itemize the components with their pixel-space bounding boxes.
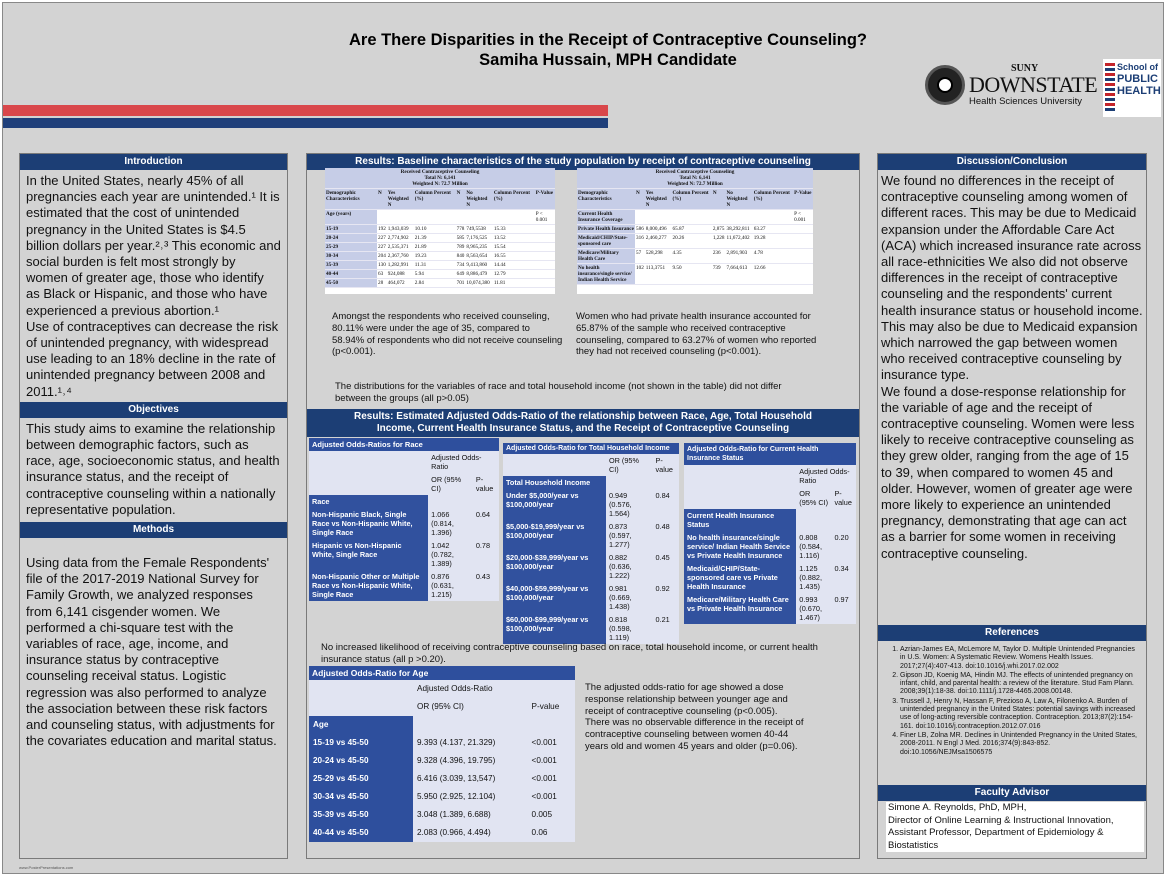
baseline-insurance-table-wrap <box>577 168 813 294</box>
baseline-age-row-cell: 30-34 <box>325 252 377 261</box>
income-or-row-cell: 0.92 <box>653 582 680 613</box>
baseline-age-row-cell: 15-19 <box>325 225 377 234</box>
col-n-yes: N <box>377 189 387 210</box>
references-list <box>878 646 1146 758</box>
baseline-age-row-cell: 21.39 <box>414 234 456 243</box>
income-or-row-cell: Under $5,000/year vs $100,000/year <box>503 489 606 520</box>
income-or-row <box>503 582 679 613</box>
race-label: Race <box>309 495 428 508</box>
empty-cell <box>793 234 813 249</box>
insurance-group-label: Current Health Insurance Coverage <box>577 210 635 225</box>
baseline-age-row-cell: 227 <box>378 235 386 241</box>
insurance-or-row-cell: 0.34 <box>831 562 856 593</box>
baseline-insurance-row <box>577 234 813 249</box>
baseline-age-row-cell: 2.84 <box>414 279 456 288</box>
empty-cell <box>535 243 555 252</box>
references-heading: References <box>878 625 1146 641</box>
baseline-insurance-row <box>577 264 813 285</box>
poster <box>2 2 1164 874</box>
baseline-insurance-row-cell: 1,228 <box>712 234 726 249</box>
race-or-row <box>309 508 499 539</box>
baseline-age-row <box>325 270 555 279</box>
income-or-row-cell: $20,000-$39,999/year vs $100,000/year <box>503 551 606 582</box>
insurance-aor-label: Adjusted Odds-Ratio <box>796 465 856 487</box>
age-or-note-2: There was no observable difference in the receipt of contraceptive counseling between women 40-44 years old and women 45 years and older (p=0.06). <box>585 717 804 752</box>
age-or-row-cell: 40-44 vs 45-50 <box>309 824 413 842</box>
age-or-row-cell: 2.083 (0.966, 4.494) <box>413 824 528 842</box>
discussion-text <box>878 170 1146 562</box>
baseline-caption-3: Weighted N: 72.7 Million <box>412 181 468 187</box>
baseline-age-row-cell: 63 <box>377 270 387 279</box>
baseline-age-table <box>325 168 555 288</box>
introduction-heading: Introduction <box>20 154 287 170</box>
col-weighted-n-yes: Weighted N <box>387 196 409 208</box>
col-weighted-n-yes-b: Weighted N <box>645 196 667 208</box>
empty-cell <box>535 261 555 270</box>
empty-cell <box>535 234 555 243</box>
col-n-no: N <box>456 189 466 210</box>
baseline-age-row-cell: 25-29 <box>325 243 377 252</box>
logo-downstate-word: DOWNSTATE <box>969 72 1098 97</box>
baseline-insurance-row <box>577 249 813 264</box>
baseline-age-row-cell: 14.44 <box>493 261 535 270</box>
logo-sph-line1: School of <box>1117 62 1158 72</box>
school-of-public-health-logo <box>1103 59 1161 117</box>
aor-note: No increased likelihood of receiving contraceptive counseling based on race, total household income, or current health insurance status (all p >0.20). <box>321 642 818 665</box>
age-or-table <box>309 680 575 842</box>
baseline-age-row-cell: 924,088 <box>387 270 414 279</box>
reference-item: 1. Azrian-James EA, McLemore M, Taylor D. Multiple Unintended Pregnancies in U.S. Women: A Systematic Review. Womens Health Issues. 2017;27(4):407-413. doi:10.1016/j.whi.2017.02.002 <box>900 646 1142 671</box>
race-or-row-cell: 0.43 <box>473 570 499 601</box>
col-percent-yes: Column Percent (%) <box>414 189 456 210</box>
income-or-table <box>503 454 679 644</box>
income-or-row-cell: 0.818 (0.598, 1.119) <box>606 613 653 644</box>
aor-heading: Results: Estimated Adjusted Odds-Ratio of the relationship between Race, Age, Total Household Income, Current Health Insurance Status, and the Receipt of Contraceptive Counseling <box>307 409 859 437</box>
race-or-title: Adjusted Odds-Ratios for Race <box>309 438 499 451</box>
col-demographic: Demographic Characteristics <box>325 189 377 210</box>
baseline-insurance-row-cell: 2,875 <box>712 226 725 232</box>
baseline-age-row <box>325 225 555 234</box>
baseline-age-row-cell: 840 <box>456 253 465 259</box>
col-percent-yes-b: Column Percent (%) <box>671 189 711 210</box>
discussion-p1: We found no differences in the receipt of contraceptive counseling among women of different races. This may be due to Medicaid expansion under the Affordable Care Act (ACA) which increased insurance rate across all race-ethnicities We also did not observe differences in the receipt of contraceptive counseling and the respondents' current health insurance status or household income. This may also be due to Medicaid expansion which narrowed the gap between women who received contraceptive counseling by insurance type. <box>881 173 1143 383</box>
race-or-label: OR (95% CI) <box>428 473 473 495</box>
middle-column <box>306 153 860 859</box>
objectives-heading: Objectives <box>20 402 287 418</box>
baseline-insurance-note: Women who had private health insurance accounted for 65.87% of the sample who received contraceptive counseling, compared to 63.27% of women who reported they had not received counseling (p<0.001). <box>576 311 817 358</box>
baseline-age-row-cell: 28 <box>377 279 387 288</box>
age-or-row-cell: <0.001 <box>528 788 575 806</box>
age-or-label: OR (95% CI) <box>413 698 528 716</box>
objectives-text: This study aims to examine the relationship between demographic factors, such as race, age, socioeconomic status, and health insurance status, and the receipt of contraceptive counseling within a nationally representative population. <box>26 420 280 517</box>
age-or-row-cell: 6.416 (3.039, 13,547) <box>413 770 528 788</box>
income-or-row <box>503 613 679 644</box>
insurance-or-row <box>684 562 856 593</box>
age-or-row-cell: 25-29 vs 45-50 <box>309 770 413 788</box>
insurance-group-pvalue: P < 0.001 <box>793 210 813 225</box>
age-or-row-cell: <0.001 <box>528 752 575 770</box>
baseline-insurance-row-cell: Medicare/Military Health Care <box>577 249 635 264</box>
race-or-rows <box>309 508 499 601</box>
baseline-age-row-cell: 15.54 <box>493 243 535 252</box>
poster-title: Are There Disparities in the Receipt of Contraceptive Counseling? <box>348 31 868 49</box>
insurance-or-row-cell: 0.808 (0.584, 1.116) <box>796 531 831 562</box>
advisor-line1: Simone A. Reynolds, PhD, MPH, <box>888 802 1027 813</box>
baseline-age-rows <box>325 225 555 288</box>
right-column <box>877 153 1147 859</box>
red-accent-bar <box>3 105 608 116</box>
age-or-row-cell: 3.048 (1.389, 6.688) <box>413 806 528 824</box>
income-or-row-cell: 0.873 (0.597, 1.277) <box>606 520 653 551</box>
empty-cell <box>793 264 813 285</box>
baseline-insurance-row-cell: 57 <box>635 249 645 264</box>
baseline-age-note: Amongst the respondents who received counseling, 80.11% were under the age of 35, compared to 58.94% of respondents who did not receive counseling (p<0.001). <box>332 311 563 358</box>
baseline-age-row <box>325 243 555 252</box>
insurance-label: Current Health Insurance Status <box>684 509 796 531</box>
footer-credit: www.PosterPresentations.com <box>19 865 74 870</box>
col-no-label-b: No <box>726 190 733 196</box>
baseline-insurance-row-cell: 316 <box>635 234 645 249</box>
age-or-row <box>309 824 575 842</box>
baseline-insurance-row-cell: 113,3751 <box>645 264 672 285</box>
race-or-row-cell: 1.042 (0.782, 1.389) <box>428 539 473 570</box>
empty-cell <box>793 249 813 264</box>
race-or-row-cell: Hispanic vs Non-Hispanic White, Single Race <box>309 539 428 570</box>
insurance-or-row-cell: Medicaid/CHIP/State-sponsored care vs Private Health Insurance <box>684 562 796 593</box>
baseline-insurance-row-cell: 63.27 <box>753 225 793 234</box>
baseline-caption-1: Received Contraceptive Counseling <box>400 169 480 175</box>
baseline-age-row-cell: 11.31 <box>414 261 456 270</box>
insurance-or-row-cell: 0.993 (0.670, 1.467) <box>796 593 831 624</box>
age-or-row-cell: 20-24 vs 45-50 <box>309 752 413 770</box>
age-or-row-cell: 30-34 vs 45-50 <box>309 788 413 806</box>
baseline-age-row-cell: 40-44 <box>325 270 377 279</box>
empty-cell <box>535 252 555 261</box>
baseline-age-row <box>325 279 555 288</box>
income-or-row-cell: 0.45 <box>653 551 680 582</box>
baseline-age-row-cell: 16.55 <box>493 252 535 261</box>
logo-sph-line3: HEALTH <box>1117 85 1161 97</box>
baseline-age-row-cell: 701 <box>456 280 465 286</box>
age-or-row-cell: 9.393 (4.137, 21.329) <box>413 734 528 752</box>
baseline-insurance-row-cell: No health insurance/single service/ Indian Health Service <box>577 264 635 285</box>
advisor-text <box>886 802 1144 852</box>
income-label: Total Household Income <box>503 476 606 489</box>
baseline-insurance-row-cell: 38,292,811 <box>725 225 752 234</box>
discussion-p2: We found a dose-response relationship for the variable of age and the receipt of contraceptive counseling. Women were less likely to receive contraceptive counseling as they grew older, ranging from the age of 15 to 39, when compared to women 45 and older. However, women of greater age were more likely to experience an unintended pregnancy, demonstrating that age can act as a barrier for some women in receiving contraceptive counseling. <box>881 383 1135 561</box>
reference-item: 2. Gipson JD, Koenig MA, Hindin MJ. The effects of unintended pregnancy on infant, child, and parental health: a review of the literature. Stud Fam Plann. 2008;39(1):18-38. doi:10.1111/j.1728-4465.2008.00148. <box>900 672 1142 697</box>
baseline-age-row-cell: 749,5538 <box>465 225 492 234</box>
income-or-row <box>503 520 679 551</box>
baseline-age-row-cell: 20-24 <box>325 234 377 243</box>
age-or-row <box>309 770 575 788</box>
baseline-insurance-row-cell: 4.35 <box>671 249 711 264</box>
downstate-logo <box>925 63 1100 113</box>
col-percent-no: Column Percent (%) <box>493 189 535 210</box>
baseline-age-row-cell: 45-50 <box>325 279 377 288</box>
baseline-age-row-cell: 789 <box>456 244 465 250</box>
col-demographic-b: Demographic Characteristics <box>577 189 635 210</box>
age-or-row <box>309 752 575 770</box>
baseline-age-row-cell: 2,535,371 <box>387 243 414 252</box>
baseline-insurance-row-cell: Medicaid/CHIP/State-sponsored care <box>577 234 635 249</box>
left-column <box>19 153 288 859</box>
race-or-block <box>309 438 499 601</box>
baseline-age-row-cell: 204 <box>378 253 386 259</box>
age-group-pvalue: P < 0.001 <box>535 210 555 225</box>
insurance-or-row-cell: 0.20 <box>831 531 856 562</box>
baseline-caption-2b: Total N: 6,141 <box>679 175 711 181</box>
baseline-age-row-cell: 15.33 <box>493 225 535 234</box>
advisor-heading: Faculty Advisor <box>878 785 1146 801</box>
baseline-insurance-row-cell: 9.50 <box>671 264 711 285</box>
empty-cell <box>535 225 555 234</box>
age-or-block <box>309 666 575 842</box>
income-or-row-cell: $5,000-$19,999/year vs $100,000/year <box>503 520 606 551</box>
col-yes-label: Yes <box>387 190 396 196</box>
age-aor-label: Adjusted Odds-Ratio <box>413 680 575 698</box>
poster-author: Samiha Hussain, MPH Candidate <box>479 51 737 69</box>
baseline-age-row-cell: 2,774,902 <box>387 234 414 243</box>
race-pvalue-label: P-value <box>473 473 499 495</box>
income-or-row-cell: 0.949 (0.576, 1.564) <box>606 489 653 520</box>
income-or-title: Adjusted Odds-Ratio for Total Household Income <box>503 443 679 454</box>
baseline-age-row-cell: 8,563,654 <box>465 252 492 261</box>
baseline-age-row-cell: 10.10 <box>414 225 456 234</box>
insurance-or-row-cell: Medicare/Military Health Care vs Private Health Insurance <box>684 593 796 624</box>
baseline-age-row-cell: 21.89 <box>414 243 456 252</box>
race-or-row-cell: Non-Hispanic Black, Single Race vs Non-Hispanic White, Single Race <box>309 508 428 539</box>
income-or-row <box>503 489 679 520</box>
reference-item: 3. Trussell J, Henry N, Hassan F, Prezioso A, Law A, Filonenko A. Burden of unintended pregnancy in the United States: potential savings with increased use of long-acting reversible contraception. Contraception. 2013;87(2):154-161. doi:10.1016/j.contraception.2012.07.016 <box>900 698 1142 731</box>
age-or-row-cell: 0.06 <box>528 824 575 842</box>
baseline-age-row-cell: 227 <box>378 244 386 250</box>
income-or-row-cell: 0.882 (0.636, 1.222) <box>606 551 653 582</box>
income-pvalue-label: P-value <box>653 454 680 476</box>
age-or-row-cell: 5.950 (2.925, 12.104) <box>413 788 528 806</box>
baseline-age-row <box>325 261 555 270</box>
income-or-row-cell: 0.48 <box>653 520 680 551</box>
baseline-age-row-cell: 192 <box>378 226 386 232</box>
income-or-row <box>503 551 679 582</box>
insurance-or-title: Adjusted Odds-Ratio for Current Health Insurance Status <box>684 443 856 465</box>
age-or-row-cell: 9.328 (4.396, 19.795) <box>413 752 528 770</box>
age-or-row <box>309 788 575 806</box>
baseline-age-row-cell: 35-39 <box>325 261 377 270</box>
baseline-age-row-cell: 13.52 <box>493 234 535 243</box>
baseline-insurance-row-cell: 19.28 <box>753 234 793 249</box>
baseline-insurance-row-cell: 20.26 <box>671 234 711 249</box>
baseline-age-row-cell: 8,886,479 <box>465 270 492 279</box>
age-or-row-cell: 15-19 vs 45-50 <box>309 734 413 752</box>
income-or-row-cell: 0.21 <box>653 613 680 644</box>
baseline-age-row-cell: 2,367,760 <box>387 252 414 261</box>
baseline-insurance-row-cell: 586 <box>636 226 644 232</box>
baseline-age-row <box>325 234 555 243</box>
age-or-note-1: The adjusted odds-ratio for age showed a dose response relationship between younger age and receipt of contraceptive counseling (p<0.005). <box>585 682 788 717</box>
age-or-row-cell: 0.005 <box>528 806 575 824</box>
baseline-caption-1b: Received Contraceptive Counseling <box>655 169 735 175</box>
empty-cell <box>535 270 555 279</box>
col-pvalue-b: P-Value <box>793 189 813 210</box>
baseline-age-row-cell: 1,282,991 <box>387 261 414 270</box>
age-or-title: Adjusted Odds-Ratio for Age <box>309 666 575 680</box>
col-yes-label-b: Yes <box>645 190 654 196</box>
race-or-row <box>309 570 499 601</box>
income-or-row-cell: 0.981 (0.669, 1.438) <box>606 582 653 613</box>
race-or-table <box>309 451 499 601</box>
methods-heading: Methods <box>20 522 287 538</box>
reference-item: 4. Finer LB, Zolna MR. Declines in Unintended Pregnancy in the United States, 2008-2011. N Engl J Med. 2016;374(9):843-852. doi:10.1056/NEJMsa1506575 <box>900 732 1142 757</box>
insurance-or-label: OR (95% CI) <box>796 487 831 509</box>
baseline-caption-3b: Weighted N: 72.7 Million <box>667 181 723 187</box>
insurance-or-row <box>684 593 856 624</box>
logo-sph-line2: PUBLIC <box>1117 73 1158 85</box>
logo-sub: Health Sciences University <box>969 96 1082 107</box>
income-or-row-cell: 0.84 <box>653 489 680 520</box>
introduction-p2: Use of contraceptives can decrease the risk of unintended pregnancy, with widespread use leading to an 18% decline in the rate of unintended pregnancy between 2008 and 2011.¹˒⁴ <box>26 318 279 399</box>
col-pvalue: P-Value <box>535 189 555 210</box>
insurance-or-block <box>684 443 856 624</box>
insurance-or-rows <box>684 531 856 624</box>
baseline-insurance-row-cell: 2,891,903 <box>725 249 752 264</box>
baseline-age-row-cell: 7,176,525 <box>465 234 492 243</box>
baseline-age-row-cell: 9,413,860 <box>465 261 492 270</box>
age-or-row <box>309 734 575 752</box>
baseline-insurance-row-cell: 65.87 <box>671 225 711 234</box>
col-n-no-b: N <box>712 189 726 210</box>
baseline-age-row-cell: 12.79 <box>493 270 535 279</box>
baseline-insurance-row-cell: 2,460,277 <box>645 234 672 249</box>
insurance-or-table <box>684 465 856 624</box>
baseline-distribution-note: The distributions for the variables of race and total household income (not shown in the table) did not differ between the groups (all p>0.05) <box>335 381 782 404</box>
baseline-caption-2: Total N: 6,141 <box>424 175 456 181</box>
col-no-label: No <box>466 190 473 196</box>
age-pvalue-label: P-value <box>528 698 575 716</box>
baseline-insurance-row-cell: 12.66 <box>753 264 793 285</box>
introduction-p1: In the United States, nearly 45% of all pregnancies each year are unintended.¹ It is estimated that the cost of unintended pregnancy in the United States is $4.5 billion dollars per year.²˒³ This economic and social burden is felt most strongly by women of greater age, those who identify as Black or Hispanic, and those who have experienced a previous abortion.¹ <box>26 173 281 318</box>
race-or-row-cell: 0.876 (0.631, 1.215) <box>428 570 473 601</box>
col-n-yes-b: N <box>635 189 645 210</box>
insurance-or-row-cell: 0.97 <box>831 593 856 624</box>
income-or-label: OR (95% CI) <box>606 454 653 476</box>
baseline-age-row-cell: 649 <box>456 271 465 277</box>
baseline-age-row-cell: 5.94 <box>414 270 456 279</box>
col-weighted-n-no: Weighted N <box>466 196 488 208</box>
baseline-age-row <box>325 252 555 261</box>
race-or-row <box>309 539 499 570</box>
baseline-age-table-wrap <box>325 168 555 294</box>
race-or-row-cell: Non-Hispanic Other or Multiple Race vs Non-Hispanic White, Single Race <box>309 570 428 601</box>
age-or-row-cell: <0.001 <box>528 734 575 752</box>
baseline-insurance-row-cell: 102 <box>635 264 645 285</box>
discussion-heading: Discussion/Conclusion <box>878 154 1146 170</box>
baseline-heading: Results: Baseline characteristics of the study population by receipt of contraceptive counseling <box>307 154 859 170</box>
advisor-line2: Director of Online Learning & Instructional Innovation, <box>888 814 1114 826</box>
race-or-row-cell: 0.78 <box>473 539 499 570</box>
income-or-rows <box>503 489 679 644</box>
col-weighted-n-no-b: Weighted N <box>726 196 748 208</box>
baseline-age-row-cell: 130 <box>378 262 386 268</box>
insurance-or-row-cell: No health insurance/single service/ Indian Health Service vs Private Health Insurance <box>684 531 796 562</box>
baseline-age-row-cell: 8,965,235 <box>465 243 492 252</box>
race-or-row-cell: 1.066 (0.814, 1.396) <box>428 508 473 539</box>
baseline-age-row-cell: 10,074,380 <box>465 279 492 288</box>
age-or-row-cell: <0.001 <box>528 770 575 788</box>
col-percent-no-b: Column Percent (%) <box>753 189 793 210</box>
income-or-row-cell: $40,000-$59,999/year vs $100,000/year <box>503 582 606 613</box>
baseline-insurance-row <box>577 225 813 234</box>
baseline-insurance-row-cell: Private Health Insurance <box>578 226 634 232</box>
baseline-insurance-table <box>577 168 813 285</box>
baseline-insurance-row-cell: 8,000,496 <box>645 225 672 234</box>
age-label: Age <box>309 716 413 734</box>
baseline-age-row-cell: 585 <box>456 235 465 241</box>
logo-suny: SUNY <box>1011 63 1039 74</box>
race-aor-label: Adjusted Odds-Ratio <box>428 451 499 473</box>
race-or-row-cell: 0.64 <box>473 508 499 539</box>
baseline-age-row-cell: 464,072 <box>387 279 414 288</box>
baseline-age-row-cell: 11.81 <box>493 279 535 288</box>
seal-icon <box>925 65 965 105</box>
advisor-line3: Assistant Professor, Department of Epidemiology & Biostatistics <box>888 827 1104 851</box>
baseline-insurance-rows <box>577 225 813 285</box>
income-or-block <box>503 443 679 644</box>
baseline-age-row-cell: 1,943,039 <box>387 225 414 234</box>
baseline-insurance-row-cell: 739 <box>712 264 726 285</box>
baseline-insurance-row-cell: 7,664,613 <box>725 264 752 285</box>
age-or-notes <box>585 682 813 753</box>
blue-accent-bar <box>3 118 608 128</box>
age-or-row-cell: 35-39 vs 45-50 <box>309 806 413 824</box>
insurance-or-row-cell: 1.125 (0.882, 1.435) <box>796 562 831 593</box>
baseline-insurance-row-cell: 4.78 <box>753 249 793 264</box>
baseline-age-row-cell: 778 <box>456 226 465 232</box>
empty-cell <box>793 225 813 234</box>
baseline-insurance-row-cell: 11,672,402 <box>725 234 752 249</box>
baseline-age-row-cell: 19.23 <box>414 252 456 261</box>
baseline-age-row-cell: 734 <box>456 262 465 268</box>
insurance-pvalue-label: P-value <box>831 487 856 509</box>
empty-cell <box>535 279 555 288</box>
age-or-rows <box>309 734 575 842</box>
insurance-or-row <box>684 531 856 562</box>
income-or-row-cell: $60,000-$99,999/year vs $100,000/year <box>503 613 606 644</box>
baseline-insurance-row-cell: 528,298 <box>645 249 672 264</box>
age-group-label: Age (years) <box>325 210 377 225</box>
introduction-text <box>20 170 287 400</box>
baseline-insurance-row-cell: 236 <box>712 249 726 264</box>
methods-text: Using data from the Female Respondents' file of the 2017-2019 National Survey for Family Growth, we analyzed responses from 6,141 cisgender women. We performed a chi-square test with the variables of race, age, income, and insurance status by contraceptive counseling receival status. Logistic regression was also performed to analyze the association between these risk factors and counseling status, with adjustments for the covariates education and marital status. <box>26 555 277 749</box>
age-or-row <box>309 806 575 824</box>
